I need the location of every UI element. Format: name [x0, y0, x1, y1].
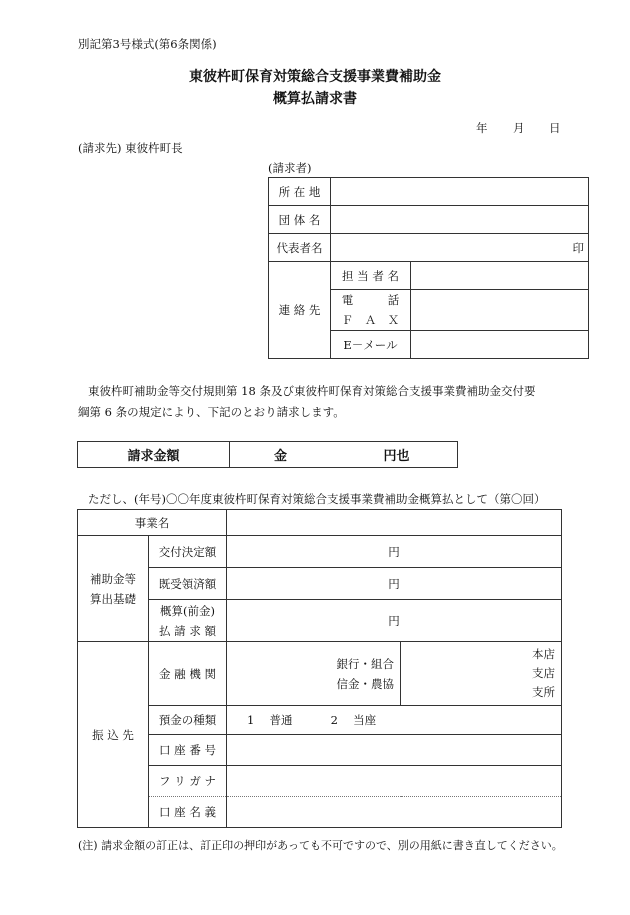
amount-label: 請求金額 [78, 442, 230, 468]
grant-decision-field[interactable] [227, 536, 562, 568]
furigana-field[interactable] [227, 766, 562, 797]
branch-field[interactable] [401, 642, 562, 706]
proviso-text: ただし、(年号)〇〇年度東彼杵町保育対策総合支援事業費補助金概算払として（第〇回） [88, 492, 546, 506]
note-text: (注) 請求金額の訂正は、訂正印の押印があっても不可ですので、別の用紙に書き直してください。 [78, 839, 563, 852]
branch-office: 支所 [532, 685, 555, 699]
email-label: E－メール [331, 331, 411, 359]
representative-label: 代表者名 [269, 234, 331, 262]
amount-yen: 円也 [383, 449, 410, 464]
requester-heading: (請求者) [268, 161, 312, 175]
requester-table [268, 177, 589, 359]
address-field[interactable] [331, 178, 589, 206]
advance-request-label-line1: 概算(前金) [160, 603, 215, 618]
detail-table [77, 509, 562, 828]
fax-label: Ｆ Ａ Ｘ [341, 313, 400, 327]
person-in-charge-field[interactable] [411, 262, 589, 290]
account-number-field[interactable] [227, 735, 562, 766]
amount-box [77, 441, 458, 468]
address-label: 所 在 地 [269, 178, 331, 206]
tel-fax-label [331, 290, 411, 331]
bank-type-line1: 銀行・組合 [336, 656, 394, 671]
grant-decision-label: 交付決定額 [149, 536, 227, 568]
person-in-charge-label: 担 当 者 名 [331, 262, 411, 290]
amount-kin: 金 [274, 449, 288, 464]
body-text-line1: 東彼杵町補助金等交付規則第 18 条及び東彼杵町保育対策総合支援事業費補助金交付要 [88, 384, 536, 398]
org-name-field[interactable] [331, 206, 589, 234]
project-name-label: 事業名 [78, 510, 227, 536]
calc-basis-label-line2: 算出基礎 [90, 591, 136, 606]
bank-name-field[interactable] [227, 642, 401, 706]
addressee: (請求先) 東彼杵町長 [78, 141, 183, 155]
org-name-label: 団 体 名 [269, 206, 331, 234]
date-month: 月 [513, 121, 525, 135]
already-received-label: 既受領済額 [149, 568, 227, 600]
amount-field[interactable] [230, 442, 458, 468]
furigana-label: フ リ ガ ナ [149, 766, 227, 797]
seal-mark: 印 [572, 240, 584, 255]
advance-request-label-line2: 払 請 求 額 [159, 623, 216, 638]
email-field[interactable] [411, 331, 589, 359]
account-number-label: 口 座 番 号 [149, 735, 227, 766]
date-day: 日 [549, 121, 561, 135]
page-title-line2: 概算払請求書 [273, 91, 357, 107]
bank-type-line2: 信金・農協 [336, 676, 394, 691]
yen-unit: 円 [388, 544, 400, 559]
calc-basis-label-line1: 補助金等 [90, 571, 136, 586]
date-year: 年 [476, 121, 488, 135]
advance-request-label [149, 600, 227, 642]
calc-basis-label [78, 536, 149, 642]
yen-unit: 円 [388, 576, 400, 591]
deposit-type-options[interactable]: 1 普通 2 当座 [227, 706, 562, 735]
yen-unit: 円 [388, 613, 400, 628]
account-name-label: 口 座 名 義 [149, 797, 227, 828]
contact-label: 連 絡 先 [269, 262, 331, 359]
transfer-label: 振 込 先 [78, 642, 149, 828]
already-received-field[interactable] [227, 568, 562, 600]
tel-label: 電 話 [341, 293, 400, 307]
representative-field[interactable] [331, 234, 589, 262]
tel-fax-field[interactable] [411, 290, 589, 331]
page-title-line1: 東彼杵町保育対策総合支援事業費補助金 [189, 69, 441, 85]
body-text-line2: 綱第 6 条の規定により、下記のとおり請求します。 [78, 405, 345, 419]
branch-main: 本店 [532, 647, 555, 661]
account-name-field[interactable] [227, 797, 562, 828]
advance-request-field[interactable] [227, 600, 562, 642]
bank-label: 金 融 機 関 [149, 642, 227, 706]
project-name-field[interactable] [227, 510, 562, 536]
form-label: 別記第3号様式(第6条関係) [78, 37, 217, 51]
deposit-type-label: 預金の種類 [149, 706, 227, 735]
branch-sub: 支店 [532, 666, 555, 680]
